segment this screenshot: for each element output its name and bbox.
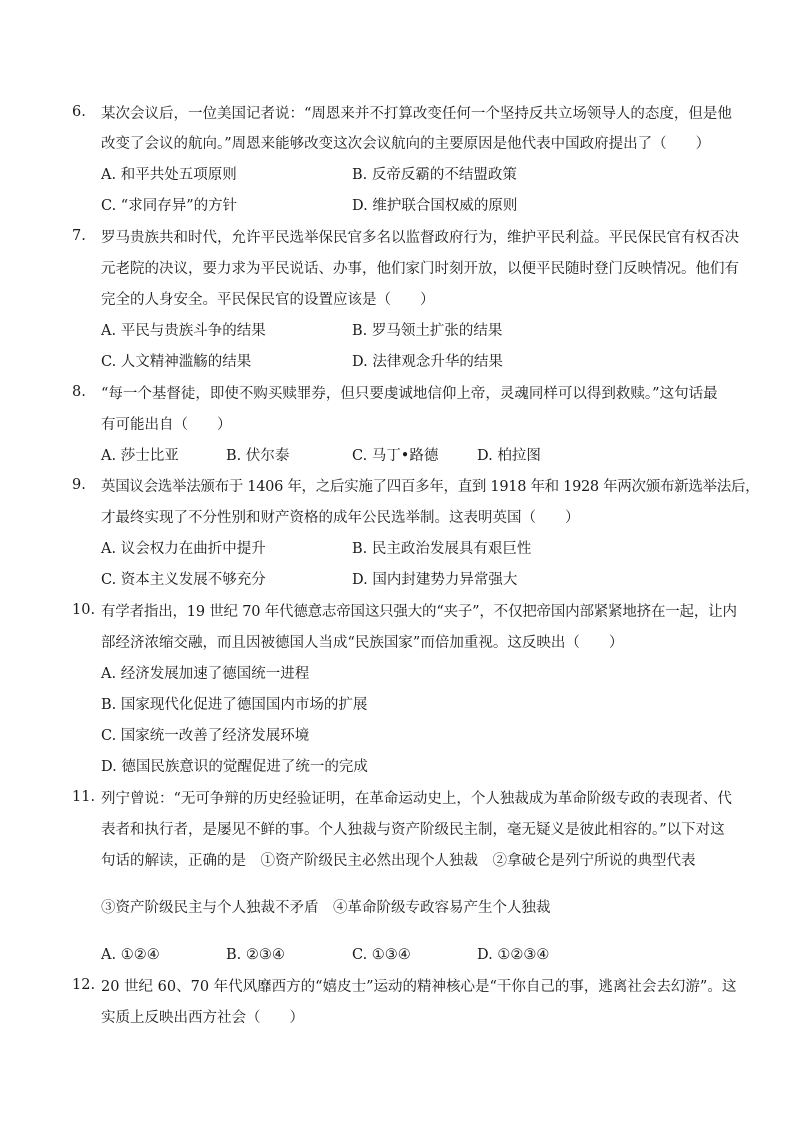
question-number: 11. [72, 789, 96, 805]
question-number: 6. [72, 104, 86, 120]
question-text-line: 20 世纪 60、70 年代风靡西方的“嬉皮士”运动的精神核心是“干你自己的事，逃离社会去幻游”。这 [101, 979, 737, 995]
option-a: A. 和平共处五项原则 [101, 167, 237, 183]
option-b: B. 国家现代化促进了德国国内市场的扩展 [101, 697, 368, 713]
question-number: 7. [72, 228, 86, 244]
question-text-line: 才最终实现了不分性别和财产资格的成年公民选举制。这表明英国（ ） [101, 510, 580, 526]
option-c: C. 国家统一改善了经济发展环境 [101, 728, 310, 744]
option-a: A. ①②④ [101, 947, 160, 963]
question-text-line: 完全的人身安全。平民保民官的设置应该是（ ） [101, 292, 435, 308]
question-text-line: 英国议会选举法颁布于 1406 年，之后实施了四百多年，直到 1918 年和 1928 年两次颁布新选举法后， [101, 479, 760, 495]
option-c: C. 资本主义发展不够充分 [101, 572, 266, 588]
option-c: C. “求同存异”的方针 [101, 198, 238, 214]
question-number: 12. [72, 977, 96, 993]
question-number: 10. [72, 602, 96, 618]
question-number: 8. [72, 384, 86, 400]
option-c: C. 马丁•路德 [352, 448, 439, 464]
question-text-line: 改变了会议的航向。”周恩来能够改变这次会议航向的主要原因是他代表中国政府提出了（ ） [101, 136, 711, 152]
question-text-line: 实质上反映出西方社会（ ） [101, 1010, 304, 1026]
option-b: B. 伏尔泰 [226, 448, 290, 464]
option-b: B. 反帝反霸的不结盟政策 [352, 167, 517, 183]
question-text-line: 某次会议后，一位美国记者说：“周恩来并不打算改变任何一个坚持反共立场领导人的态度，但是他 [101, 106, 732, 122]
question-text-line: 句话的解读，正确的是 ①资产阶级民主必然出现个人独裁 ②拿破仑是列宁所说的典型代表 [101, 853, 696, 869]
question-text-line: 部经济浓缩交融，而且因被德国人当成“民族国家”而倍加重视。这反映出（ ） [101, 635, 624, 651]
option-d: D. 柏拉图 [477, 448, 541, 464]
option-a: A. 平民与贵族斗争的结果 [101, 323, 266, 339]
question-text-line: “每一个基督徒，即使不购买赎罪券，但只要虔诚地信仰上帝，灵魂同样可以得到救赎。”这句话最 [101, 386, 718, 402]
option-b: B. 罗马领土扩张的结果 [352, 323, 503, 339]
option-c: C. 人文精神滥觞的结果 [101, 354, 252, 370]
question-text-line: 罗马贵族共和时代，允许平民选举保民官多名以监督政府行为，维护平民利益。平民保民官有权否决 [101, 230, 739, 246]
question-text-line: 元老院的决议，要力求为平民说话、办事，他们家门时刻开放，以便平民随时登门反映情况。他们有 [101, 261, 739, 277]
question-text-line: ③资产阶级民主与个人独裁不矛盾 ④革命阶级专政容易产生个人独裁 [101, 900, 551, 916]
question-text-line: 有学者指出，19 世纪 70 年代德意志帝国这只强大的“夹子”，不仅把帝国内部紧紧地挤在一起，让内 [101, 604, 737, 620]
option-c: C. ①③④ [352, 947, 411, 963]
option-d: D. 法律观念升华的结果 [352, 354, 503, 370]
question-text-line: 表者和执行者，是屡见不鲜的事。个人独裁与资产阶级民主制，毫无疑义是彼此相容的。”以下对这 [101, 822, 725, 838]
option-d: D. 维护联合国权威的原则 [352, 198, 518, 214]
question-text-line: 有可能出自（ ） [101, 417, 232, 433]
option-b: B. 民主政治发展具有艰巨性 [352, 541, 532, 557]
option-a: A. 莎士比亚 [101, 448, 179, 464]
question-text-line: 列宁曾说：“无可争辩的历史经验证明，在革命运动史上，个人独裁成为革命阶级专政的表现者、代 [101, 791, 732, 807]
option-b: B. ②③④ [226, 947, 285, 963]
option-a: A. 议会权力在曲折中提升 [101, 541, 266, 557]
option-d: D. ①②③④ [477, 947, 550, 963]
option-a: A. 经济发展加速了德国统一进程 [101, 666, 310, 682]
option-d: D. 国内封建势力异常强大 [352, 572, 518, 588]
option-d: D. 德国民族意识的觉醒促进了统一的完成 [101, 759, 368, 775]
question-number: 9. [72, 477, 86, 493]
